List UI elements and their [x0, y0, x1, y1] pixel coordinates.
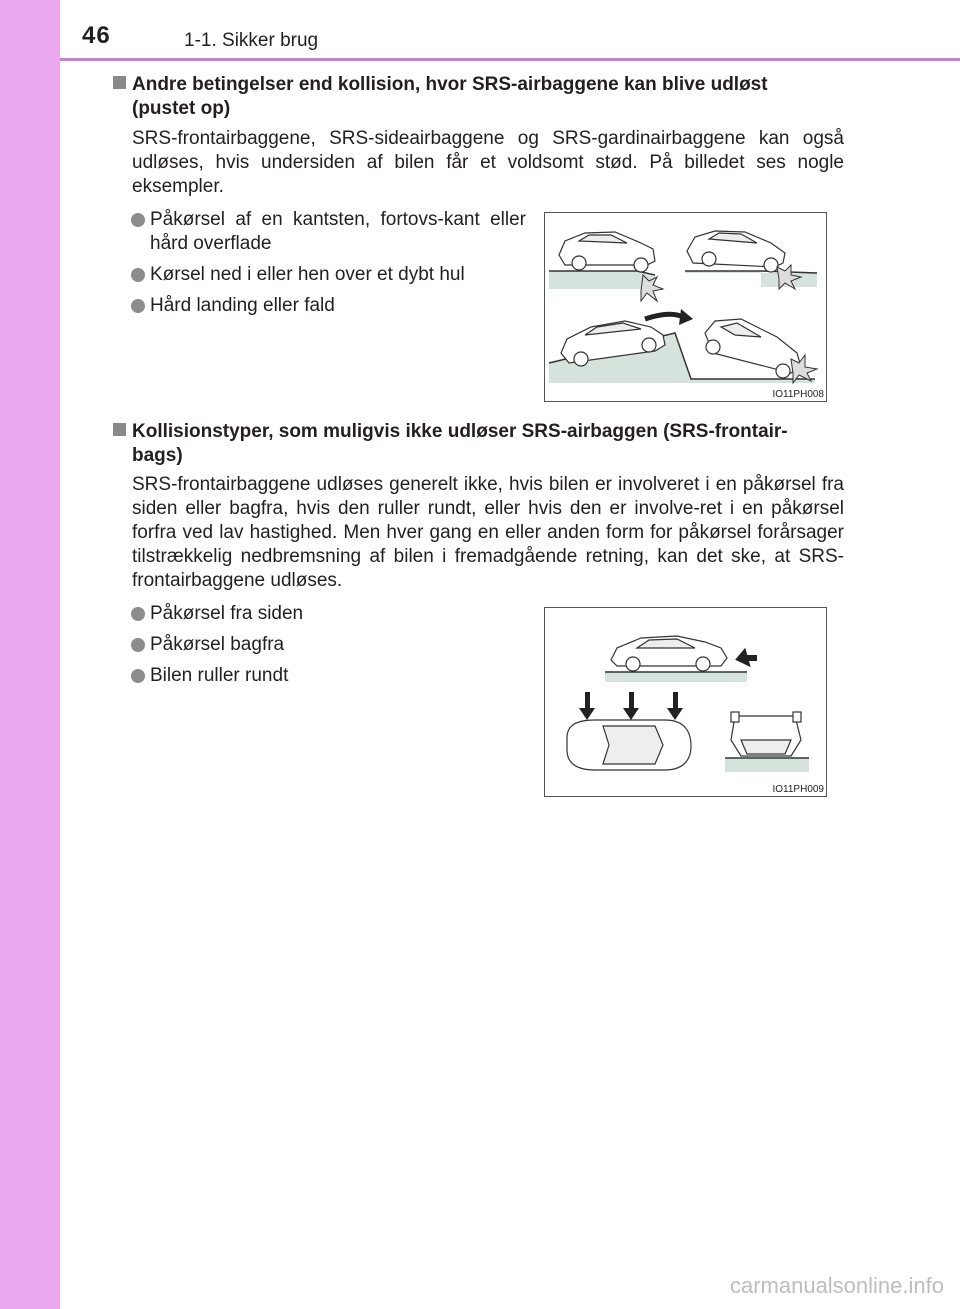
- car-icon: [687, 231, 785, 272]
- section1-bullet-list: [131, 208, 526, 325]
- section2-paragraph: SRS-frontairbaggene udløses generelt ikke, hvis bilen er involveret i en påkørsel fra siden eller bagfra, hvis den ruller rundt, eller hvis den er involve-ret i en påkørsel forfra ved lav hastighed. Men hver gang en eller anden form for påkørsel forårsager tilstrækkelig nedbremsning af bilen i fremadgående retning, kan det ske, at SRS-frontairbaggene udløses.: [132, 474, 844, 591]
- list-item: Kørsel ned i eller hen over et dybt hul: [131, 263, 526, 287]
- underbody-impact-illustration: [545, 213, 826, 401]
- section2-heading: [113, 420, 853, 468]
- non-deploy-collision-illustration: [545, 608, 826, 796]
- section-title: 1-1. Sikker brug: [184, 30, 319, 51]
- car-top-view-icon: [567, 720, 691, 770]
- section1-heading-line1: Andre betingelser end kollision, hvor SRS-airbaggene kan blive udløst: [132, 74, 768, 95]
- page-number: 46: [82, 22, 111, 49]
- list-item: Påkørsel fra siden: [131, 602, 526, 626]
- section2-heading-line1: Kollisionstyper, som muligvis ikke udløser SRS-airbaggen (SRS-frontair-: [132, 421, 788, 442]
- section1-heading-line2: (pustet op): [132, 98, 231, 119]
- figure-non-deploy-collisions: [544, 607, 827, 797]
- bullet-dot-icon: [131, 299, 145, 313]
- arrow-down-icon: [579, 692, 683, 720]
- square-bullet-icon: [113, 423, 126, 436]
- car-icon: [705, 319, 801, 378]
- header-rule: [60, 58, 960, 61]
- bullet-dot-icon: [131, 638, 145, 652]
- list-item: Påkørsel bagfra: [131, 633, 526, 657]
- page-header: [60, 0, 960, 62]
- car-rolled-icon: [731, 712, 801, 756]
- section1-heading: [113, 73, 853, 121]
- bullet-dot-icon: [131, 268, 145, 282]
- car-icon: [559, 232, 655, 272]
- list-item: Bilen ruller rundt: [131, 664, 526, 688]
- figure-underbody-impacts: [544, 212, 827, 402]
- bullet-dot-icon: [131, 213, 145, 227]
- bullet-dot-icon: [131, 607, 145, 621]
- figure-label: IO11PH008: [772, 389, 824, 400]
- car-icon: [611, 636, 727, 671]
- square-bullet-icon: [113, 76, 126, 89]
- figure-label: IO11PH009: [772, 784, 824, 795]
- watermark: carmanualsonline.info: [729, 1273, 944, 1298]
- list-item: Påkørsel af en kantsten, fortovs-kant eller hård overflade: [131, 208, 526, 256]
- section1-paragraph: SRS-frontairbaggene, SRS-sideairbaggene og SRS-gardinairbaggene kan også udløses, hvis undersiden af bilen får et voldsomt stød. På billedet ses nogle eksempler.: [132, 128, 844, 197]
- list-item: Hård landing eller fald: [131, 294, 526, 318]
- section2-heading-line2: bags): [132, 445, 183, 466]
- section2-bullet-list: [131, 602, 526, 695]
- side-color-strip: [0, 0, 60, 1309]
- bullet-dot-icon: [131, 669, 145, 683]
